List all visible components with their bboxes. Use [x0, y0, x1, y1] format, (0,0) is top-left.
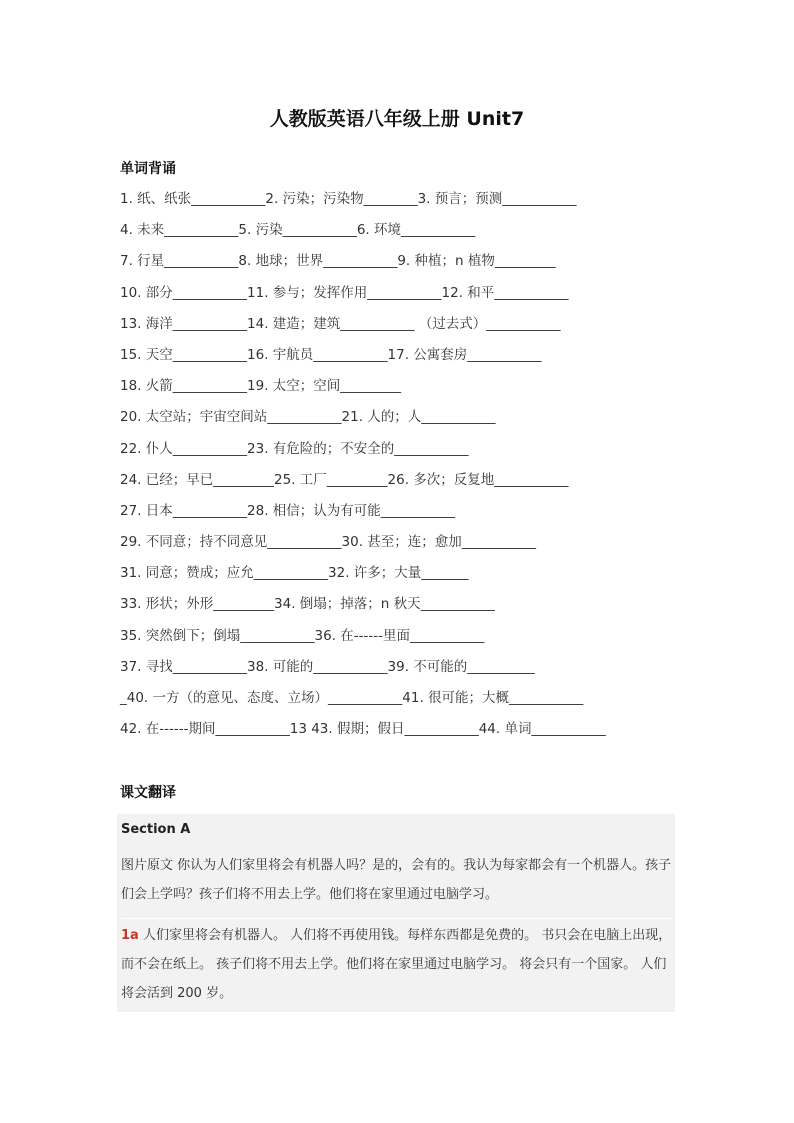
- paragraph-1a-text: 人们家里将会有机器人。 人们将不再使用钱。每样东西都是免费的。 书只会在电脑上出现，而不会在纸上。 孩子们将不用去上学。他们将在家里通过电脑学习。 将会只有一个国家。 人们将会活到 200 岁。: [121, 928, 672, 1001]
- vocab-line: 31. 同意；赞成；应允___________32. 许多；大量_______: [120, 565, 469, 582]
- vocab-line: 27. 日本___________28. 相信；认为有可能___________: [120, 502, 456, 519]
- vocab-line: 10. 部分___________11. 参与；发挥作用___________12. 和平___________: [120, 284, 569, 301]
- translation-section-heading: 课文翻译: [120, 785, 176, 801]
- translation-box: [117, 814, 675, 1012]
- vocab-line: 42. 在------期间___________13 43. 假期；假日___________44. 单词___________: [120, 721, 606, 738]
- vocab-line: 13. 海洋___________14. 建造；建筑___________ （过去式）___________: [120, 315, 561, 332]
- vocab-line: 18. 火箭___________19. 太空；空间_________: [120, 378, 402, 395]
- vocab-line: 22. 仆人___________23. 有危险的；不安全的___________: [120, 440, 469, 457]
- section-a-heading: Section A: [121, 822, 191, 837]
- vocab-line: 1. 纸、纸张___________2. 污染；污染物________3. 预言；预测___________: [120, 191, 577, 207]
- vocab-list: [120, 184, 690, 745]
- vocab-line: _40. 一方（的意见、态度、立场）___________41. 很可能；大概___________: [120, 690, 584, 706]
- vocab-line: 7. 行星___________8. 地球；世界___________9. 种植；n 植物_________: [120, 253, 556, 270]
- vocab-line: 24. 已经；早已_________25. 工厂_________26. 多次；反复地___________: [120, 471, 569, 488]
- vocab-line: 15. 天空___________16. 宇航员___________17. 公寓套房___________: [120, 346, 542, 363]
- vocab-line: 20. 太空站；宇宙空间站___________21. 人的；人___________: [120, 409, 496, 426]
- vocab-line: 29. 不同意；持不同意见___________30. 甚至；连；愈加___________: [120, 534, 537, 551]
- document-title: 人教版英语八年级上册 Unit7: [269, 108, 525, 130]
- paragraph-1a: [121, 918, 673, 1008]
- paragraph-1a-label: 1a: [121, 928, 139, 943]
- vocab-line: 33. 形状；外形_________34. 倒塌；掉落；n 秋天___________: [120, 596, 495, 613]
- vocab-section-heading: 单词背诵: [120, 161, 176, 177]
- vocab-line: 37. 寻找___________38. 可能的___________39. 不可能的__________: [120, 658, 535, 675]
- picture-text-paragraph: 图片原文 你认为人们家里将会有机器人吗？是的，会有的。我认为每家都会有一个机器人。孩子们会上学吗？孩子们将不用去上学。他们将在家里通过电脑学习。: [121, 858, 672, 902]
- vocab-line: 4. 未来___________5. 污染___________6. 环境___________: [120, 222, 476, 239]
- vocab-line: 35. 突然倒下；倒塌___________36. 在------里面___________: [120, 627, 485, 644]
